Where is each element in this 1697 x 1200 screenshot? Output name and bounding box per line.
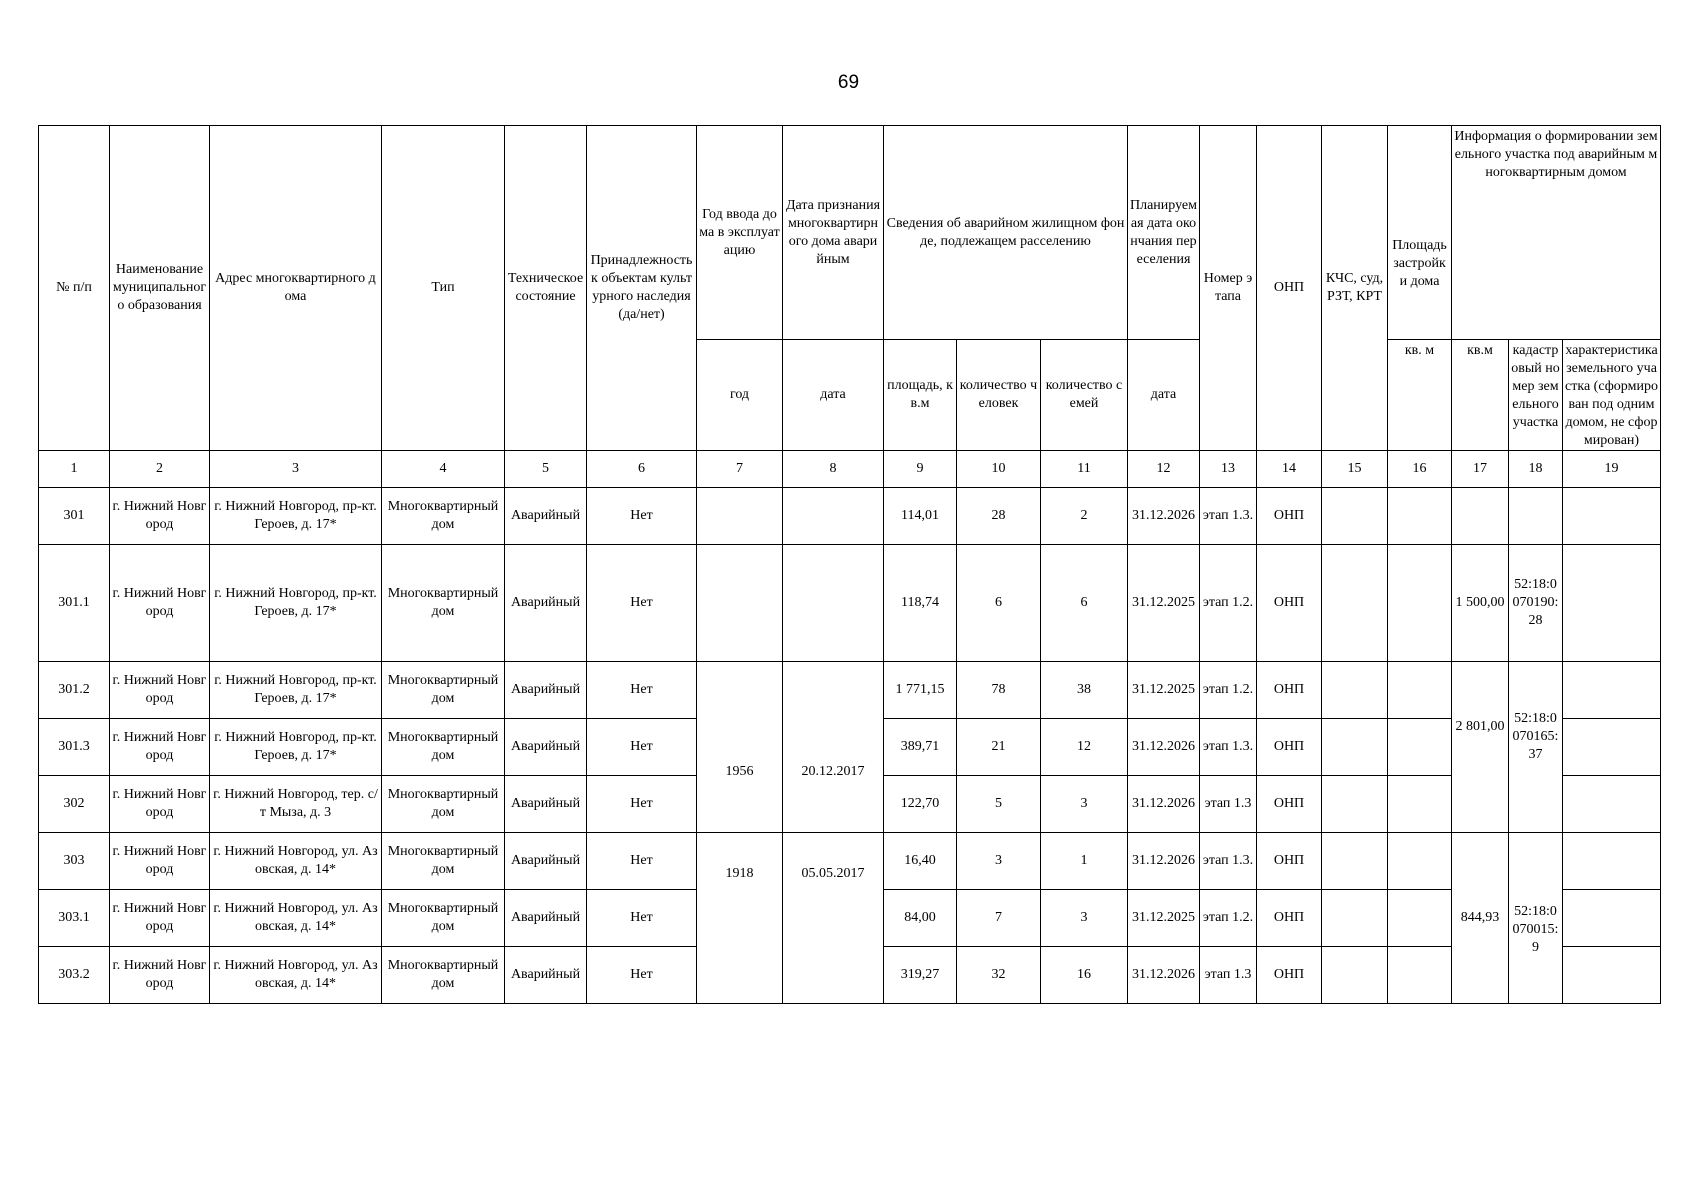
subheader-area: площадь, кв.м — [884, 340, 957, 451]
row-municipality: г. Нижний Новгород — [110, 719, 210, 776]
subheader-people: количество человек — [957, 340, 1041, 451]
row-state: Аварийный — [505, 719, 587, 776]
emergency-housing-table — [38, 125, 1661, 1004]
row-municipality: г. Нижний Новгород — [110, 662, 210, 719]
col-number: 4 — [382, 451, 505, 488]
row-address: г. Нижний Новгород, ул. Азовская, д. 14* — [210, 833, 382, 890]
row-land-characteristic — [1563, 947, 1661, 1004]
row-stage: этап 1.3. — [1200, 719, 1257, 776]
row-planned-date: 31.12.2026 — [1128, 488, 1200, 545]
subheader-planned-date: дата — [1128, 340, 1200, 451]
col-number: 11 — [1041, 451, 1128, 488]
row-stage: этап 1.3. — [1200, 488, 1257, 545]
row-address: г. Нижний Новгород, пр-кт. Героев, д. 17* — [210, 488, 382, 545]
header-land-characteristic: характеристика земельного участка (сформирован под одним домом, не сформирован) — [1563, 340, 1661, 451]
row-kchs — [1322, 488, 1388, 545]
row-recognized — [783, 545, 884, 662]
header-type: Тип — [382, 126, 505, 451]
row-state: Аварийный — [505, 776, 587, 833]
row-municipality: г. Нижний Новгород — [110, 890, 210, 947]
row-area: 389,71 — [884, 719, 957, 776]
row-stage: этап 1.2. — [1200, 545, 1257, 662]
row-building-area — [1388, 776, 1452, 833]
subheader-year: год — [697, 340, 783, 451]
row-state: Аварийный — [505, 833, 587, 890]
row-area: 114,01 — [884, 488, 957, 545]
row-municipality: г. Нижний Новгород — [110, 488, 210, 545]
row-type: Многоквартирный дом — [382, 662, 505, 719]
header-cadastral: кадастровый номер земельного участка — [1509, 340, 1563, 451]
row-area: 118,74 — [884, 545, 957, 662]
row-land-characteristic — [1563, 776, 1661, 833]
table-row — [39, 662, 1661, 719]
row-stage: этап 1.3. — [1200, 833, 1257, 890]
subheader-families: количество семей — [1041, 340, 1128, 451]
col-number: 9 — [884, 451, 957, 488]
header-building-area: Площадь застройки дома — [1388, 126, 1452, 340]
row-state: Аварийный — [505, 947, 587, 1004]
row-cadastral: 52:18:0070190:28 — [1509, 545, 1563, 662]
row-heritage: Нет — [587, 545, 697, 662]
row-planned-date: 31.12.2025 — [1128, 545, 1200, 662]
group1-year: 1956 — [697, 662, 783, 833]
row-area: 319,27 — [884, 947, 957, 1004]
table-row — [39, 488, 1661, 545]
row-state: Аварийный — [505, 545, 587, 662]
header-row-1 — [39, 126, 1661, 340]
header-state: Техническое состояние — [505, 126, 587, 451]
row-kchs — [1322, 890, 1388, 947]
row-state: Аварийный — [505, 890, 587, 947]
header-planned-date: Планируемая дата окончания переселения — [1128, 126, 1200, 340]
group2-year: 1918 — [697, 833, 783, 1004]
col-number: 1 — [39, 451, 110, 488]
row-heritage: Нет — [587, 488, 697, 545]
row-address: г. Нижний Новгород, пр-кт. Героев, д. 17* — [210, 662, 382, 719]
row-number: 301.2 — [39, 662, 110, 719]
row-building-area — [1388, 545, 1452, 662]
row-families: 3 — [1041, 890, 1128, 947]
row-stage: этап 1.2. — [1200, 890, 1257, 947]
row-area: 122,70 — [884, 776, 957, 833]
row-people: 21 — [957, 719, 1041, 776]
col-number: 19 — [1563, 451, 1661, 488]
row-planned-date: 31.12.2026 — [1128, 833, 1200, 890]
row-type: Многоквартирный дом — [382, 545, 505, 662]
group2-recognized: 05.05.2017 — [783, 833, 884, 1004]
col-number: 2 — [110, 451, 210, 488]
row-number: 302 — [39, 776, 110, 833]
row-people: 3 — [957, 833, 1041, 890]
table-row — [39, 545, 1661, 662]
row-address: г. Нижний Новгород, пр-кт. Героев, д. 17* — [210, 545, 382, 662]
row-municipality: г. Нижний Новгород — [110, 947, 210, 1004]
header-year: Год ввода дома в эксплуатацию — [697, 126, 783, 340]
row-number: 301 — [39, 488, 110, 545]
row-area: 84,00 — [884, 890, 957, 947]
col-number: 3 — [210, 451, 382, 488]
row-building-area — [1388, 488, 1452, 545]
row-people: 6 — [957, 545, 1041, 662]
group1-land-area: 2 801,00 — [1452, 662, 1509, 833]
row-families: 3 — [1041, 776, 1128, 833]
row-onp: ОНП — [1257, 662, 1322, 719]
header-recognized: Дата признания многоквартирного дома аварийным — [783, 126, 884, 340]
row-address: г. Нижний Новгород, ул. Азовская, д. 14* — [210, 947, 382, 1004]
header-stage: Номер этапа — [1200, 126, 1257, 451]
row-onp: ОНП — [1257, 833, 1322, 890]
row-address: г. Нижний Новгород, пр-кт. Героев, д. 17* — [210, 719, 382, 776]
row-onp: ОНП — [1257, 545, 1322, 662]
row-area: 16,40 — [884, 833, 957, 890]
row-heritage: Нет — [587, 719, 697, 776]
col-number: 17 — [1452, 451, 1509, 488]
row-type: Многоквартирный дом — [382, 890, 505, 947]
row-heritage: Нет — [587, 890, 697, 947]
col-number: 6 — [587, 451, 697, 488]
col-number: 5 — [505, 451, 587, 488]
row-building-area — [1388, 662, 1452, 719]
row-planned-date: 31.12.2026 — [1128, 947, 1200, 1004]
col-number: 10 — [957, 451, 1041, 488]
row-kchs — [1322, 947, 1388, 1004]
row-families: 16 — [1041, 947, 1128, 1004]
col-number: 13 — [1200, 451, 1257, 488]
row-land-characteristic — [1563, 833, 1661, 890]
row-type: Многоквартирный дом — [382, 833, 505, 890]
row-cadastral — [1509, 488, 1563, 545]
row-heritage: Нет — [587, 662, 697, 719]
row-municipality: г. Нижний Новгород — [110, 833, 210, 890]
row-families: 38 — [1041, 662, 1128, 719]
row-land-characteristic — [1563, 719, 1661, 776]
row-state: Аварийный — [505, 662, 587, 719]
row-number: 303.1 — [39, 890, 110, 947]
header-land-info: Информация о формировании земельного участка под аварийным многоквартирным домом — [1452, 126, 1661, 340]
row-heritage: Нет — [587, 833, 697, 890]
row-families: 6 — [1041, 545, 1128, 662]
row-heritage: Нет — [587, 776, 697, 833]
row-kchs — [1322, 719, 1388, 776]
row-onp: ОНП — [1257, 890, 1322, 947]
row-planned-date: 31.12.2026 — [1128, 776, 1200, 833]
col-number: 14 — [1257, 451, 1322, 488]
row-land-characteristic — [1563, 890, 1661, 947]
row-state: Аварийный — [505, 488, 587, 545]
row-stage: этап 1.3 — [1200, 776, 1257, 833]
row-land-area: 1 500,00 — [1452, 545, 1509, 662]
row-type: Многоквартирный дом — [382, 947, 505, 1004]
row-area: 1 771,15 — [884, 662, 957, 719]
row-people: 32 — [957, 947, 1041, 1004]
header-num: № п/п — [39, 126, 110, 451]
row-planned-date: 31.12.2026 — [1128, 719, 1200, 776]
header-kchs: КЧС, суд, РЗТ, КРТ — [1322, 126, 1388, 451]
table-row — [39, 833, 1661, 890]
col-number: 18 — [1509, 451, 1563, 488]
row-type: Многоквартирный дом — [382, 776, 505, 833]
row-number: 301.3 — [39, 719, 110, 776]
row-planned-date: 31.12.2025 — [1128, 890, 1200, 947]
row-people: 28 — [957, 488, 1041, 545]
row-building-area — [1388, 719, 1452, 776]
row-people: 78 — [957, 662, 1041, 719]
row-kchs — [1322, 662, 1388, 719]
row-address: г. Нижний Новгород, тер. с/т Мыза, д. 3 — [210, 776, 382, 833]
row-families: 2 — [1041, 488, 1128, 545]
row-building-area — [1388, 890, 1452, 947]
row-people: 7 — [957, 890, 1041, 947]
col-number: 16 — [1388, 451, 1452, 488]
row-building-area — [1388, 947, 1452, 1004]
group1-cadastral: 52:18:0070165:37 — [1509, 662, 1563, 833]
row-municipality: г. Нижний Новгород — [110, 545, 210, 662]
header-onp: ОНП — [1257, 126, 1322, 451]
row-municipality: г. Нижний Новгород — [110, 776, 210, 833]
row-type: Многоквартирный дом — [382, 719, 505, 776]
row-heritage: Нет — [587, 947, 697, 1004]
row-planned-date: 31.12.2025 — [1128, 662, 1200, 719]
row-address: г. Нижний Новгород, ул. Азовская, д. 14* — [210, 890, 382, 947]
row-stage: этап 1.2. — [1200, 662, 1257, 719]
subheader-land-unit: кв.м — [1452, 340, 1509, 451]
row-number: 303 — [39, 833, 110, 890]
group2-land-area: 844,93 — [1452, 833, 1509, 1004]
row-land-area — [1452, 488, 1509, 545]
row-number: 301.1 — [39, 545, 110, 662]
row-onp: ОНП — [1257, 488, 1322, 545]
header-heritage: Принадлежность к объектам культурного наследия (да/нет) — [587, 126, 697, 451]
row-year — [697, 545, 783, 662]
row-land-characteristic — [1563, 488, 1661, 545]
row-people: 5 — [957, 776, 1041, 833]
header-address: Адрес многоквартирного дома — [210, 126, 382, 451]
row-families: 12 — [1041, 719, 1128, 776]
row-families: 1 — [1041, 833, 1128, 890]
header-fund-info: Сведения об аварийном жилищном фонде, подлежащем расселению — [884, 126, 1128, 340]
row-onp: ОНП — [1257, 776, 1322, 833]
col-number: 7 — [697, 451, 783, 488]
row-number: 303.2 — [39, 947, 110, 1004]
col-number: 8 — [783, 451, 884, 488]
row-building-area — [1388, 833, 1452, 890]
row-onp: ОНП — [1257, 947, 1322, 1004]
row-kchs — [1322, 833, 1388, 890]
row-year — [697, 488, 783, 545]
row-onp: ОНП — [1257, 719, 1322, 776]
row-kchs — [1322, 545, 1388, 662]
header-municipality: Наименование муниципального образования — [110, 126, 210, 451]
row-land-characteristic — [1563, 545, 1661, 662]
page-number: 69 — [837, 72, 860, 93]
group2-cadastral: 52:18:0070015:9 — [1509, 833, 1563, 1004]
col-number: 12 — [1128, 451, 1200, 488]
subheader-building-unit: кв. м — [1388, 340, 1452, 451]
subheader-date: дата — [783, 340, 884, 451]
column-number-row — [39, 451, 1661, 488]
row-type: Многоквартирный дом — [382, 488, 505, 545]
row-stage: этап 1.3 — [1200, 947, 1257, 1004]
row-kchs — [1322, 776, 1388, 833]
row-land-characteristic — [1563, 662, 1661, 719]
group1-recognized: 20.12.2017 — [783, 662, 884, 833]
col-number: 15 — [1322, 451, 1388, 488]
row-recognized — [783, 488, 884, 545]
